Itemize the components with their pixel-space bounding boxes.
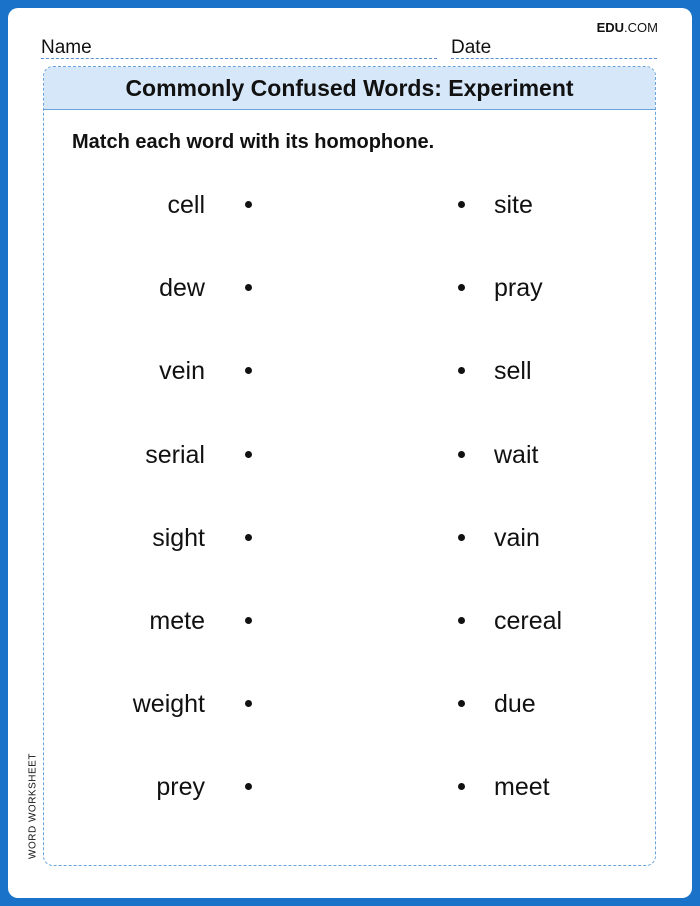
match-row (44, 684, 655, 724)
worksheet-panel (43, 66, 656, 866)
match-row (44, 435, 655, 475)
left-match-dot[interactable] (245, 783, 252, 790)
left-match-dot[interactable] (245, 700, 252, 707)
right-match-dot[interactable] (458, 367, 465, 374)
name-label: Name (41, 37, 92, 58)
right-word: meet (494, 773, 550, 802)
match-row (44, 351, 655, 391)
title-bar (44, 67, 655, 110)
left-match-dot[interactable] (245, 617, 252, 624)
left-match-dot[interactable] (245, 367, 252, 374)
left-match-dot[interactable] (245, 534, 252, 541)
match-row (44, 268, 655, 308)
right-match-dot[interactable] (458, 783, 465, 790)
instruction-text: Match each word with its homophone. (72, 131, 435, 153)
left-word: serial (145, 440, 205, 469)
right-match-dot[interactable] (458, 451, 465, 458)
right-word: vain (494, 523, 540, 552)
date-field[interactable] (451, 32, 657, 59)
match-row (44, 185, 655, 225)
worksheet-title: Commonly Confused Words: Experiment (125, 74, 574, 101)
match-row (44, 767, 655, 807)
right-match-dot[interactable] (458, 617, 465, 624)
right-word: wait (494, 440, 539, 469)
right-word: site (494, 191, 533, 219)
match-row (44, 601, 655, 641)
date-label: Date (451, 37, 492, 58)
left-match-dot[interactable] (245, 451, 252, 458)
name-field[interactable] (41, 32, 437, 59)
right-word: due (494, 690, 536, 719)
left-word: cell (167, 191, 205, 219)
left-match-dot[interactable] (245, 284, 252, 291)
left-word: sight (152, 523, 205, 552)
left-word: dew (159, 274, 205, 303)
brand-logo: EDU.COM (596, 20, 658, 35)
right-word: sell (494, 357, 532, 386)
left-word: prey (156, 773, 205, 802)
right-word: cereal (494, 607, 563, 635)
right-match-dot[interactable] (458, 700, 465, 707)
side-label: WORD WORKSHEET (27, 753, 39, 859)
right-word: pray (494, 274, 543, 303)
right-match-dot[interactable] (458, 284, 465, 291)
left-word: vein (159, 357, 205, 386)
right-match-dot[interactable] (458, 201, 465, 208)
worksheet-page (8, 8, 692, 898)
left-word: weight (132, 690, 205, 719)
match-row (44, 518, 655, 558)
left-word: mete (149, 607, 205, 635)
left-match-dot[interactable] (245, 201, 252, 208)
right-match-dot[interactable] (458, 534, 465, 541)
